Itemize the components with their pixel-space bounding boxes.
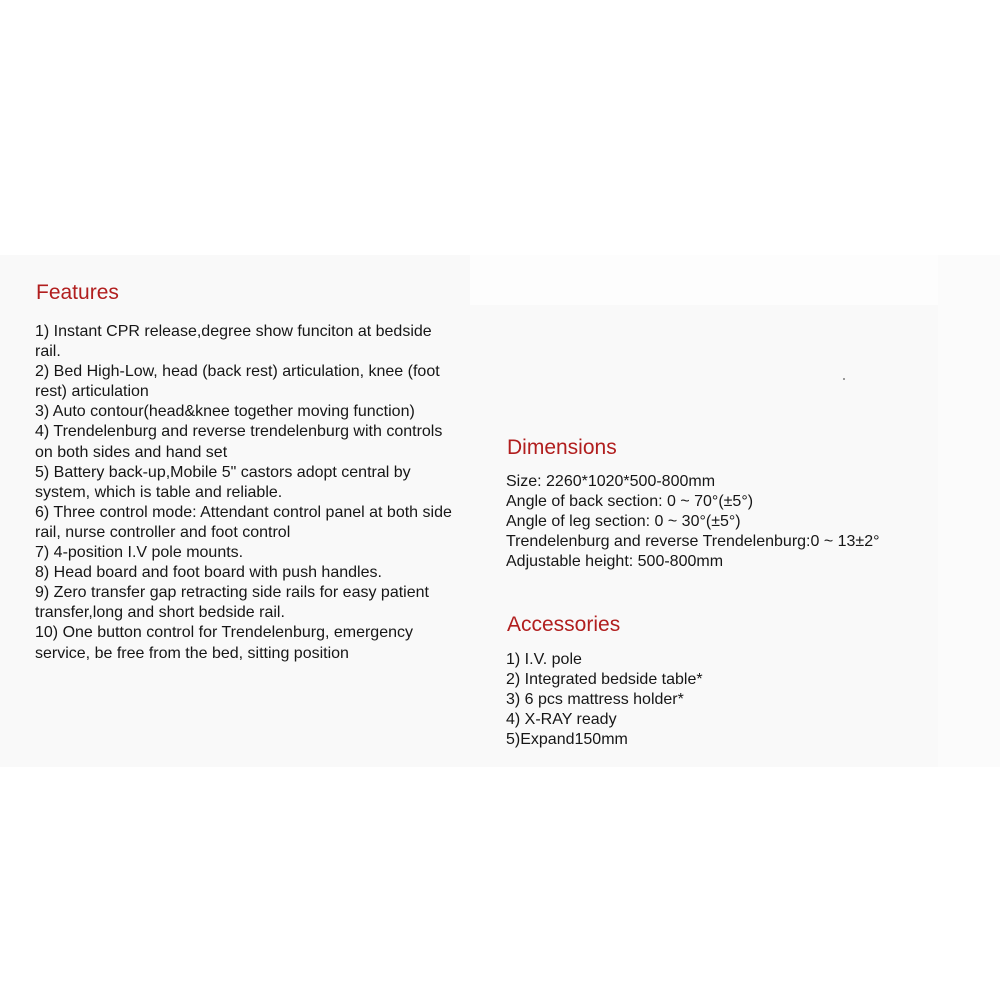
dimension-item: Angle of back section: 0 ~ 70°(±5°) xyxy=(506,493,754,511)
feature-item: 9) Zero transfer gap retracting side rails for easy patient transfer,long and short bedside rail. xyxy=(35,584,429,622)
image-artifact-dot xyxy=(843,378,845,380)
features-heading: Features xyxy=(36,281,119,304)
feature-item: 8) Head board and foot board with push handles. xyxy=(35,564,382,582)
accessories-list xyxy=(506,650,906,750)
dimensions-heading: Dimensions xyxy=(507,436,617,459)
feature-item: 4) Trendelenburg and reverse trendelenburg with controls on both sides and hand set xyxy=(35,423,443,461)
accessory-item: 5)Expand150mm xyxy=(506,731,628,749)
dimension-item: Angle of leg section: 0 ~ 30°(±5°) xyxy=(506,513,741,531)
features-list xyxy=(35,322,455,664)
feature-item: 10) One button control for Trendelenburg, emergency service, be free from the bed, sitting position xyxy=(35,624,413,662)
accessory-item: 3) 6 pcs mattress holder* xyxy=(506,691,684,709)
panel-highlight xyxy=(470,255,938,305)
feature-item: 3) Auto contour(head&knee together moving function) xyxy=(35,403,415,421)
feature-item: 5) Battery back-up,Mobile 5" castors adopt central by system, which is table and reliable. xyxy=(35,463,411,501)
accessory-item: 4) X-RAY ready xyxy=(506,711,617,729)
feature-item: 2) Bed High-Low, head (back rest) articulation, knee (foot rest) articulation xyxy=(35,363,440,401)
feature-item: 1) Instant CPR release,degree show funciton at bedside rail. xyxy=(35,323,432,361)
dimension-item: Trendelenburg and reverse Trendelenburg:0 ~ 13±2° xyxy=(506,533,880,551)
dimension-item: Size: 2260*1020*500-800mm xyxy=(506,473,716,490)
feature-item: 7) 4-position I.V pole mounts. xyxy=(35,544,244,562)
dimension-item: Adjustable height: 500-800mm xyxy=(506,553,724,571)
accessory-item: 2) Integrated bedside table* xyxy=(506,671,703,689)
accessory-item: 1) I.V. pole xyxy=(506,651,582,668)
accessories-heading: Accessories xyxy=(507,613,621,636)
feature-item: 6) Three control mode: Attendant control panel at both side rail, nurse controller and foot control xyxy=(35,503,452,541)
dimensions-list xyxy=(506,472,986,572)
